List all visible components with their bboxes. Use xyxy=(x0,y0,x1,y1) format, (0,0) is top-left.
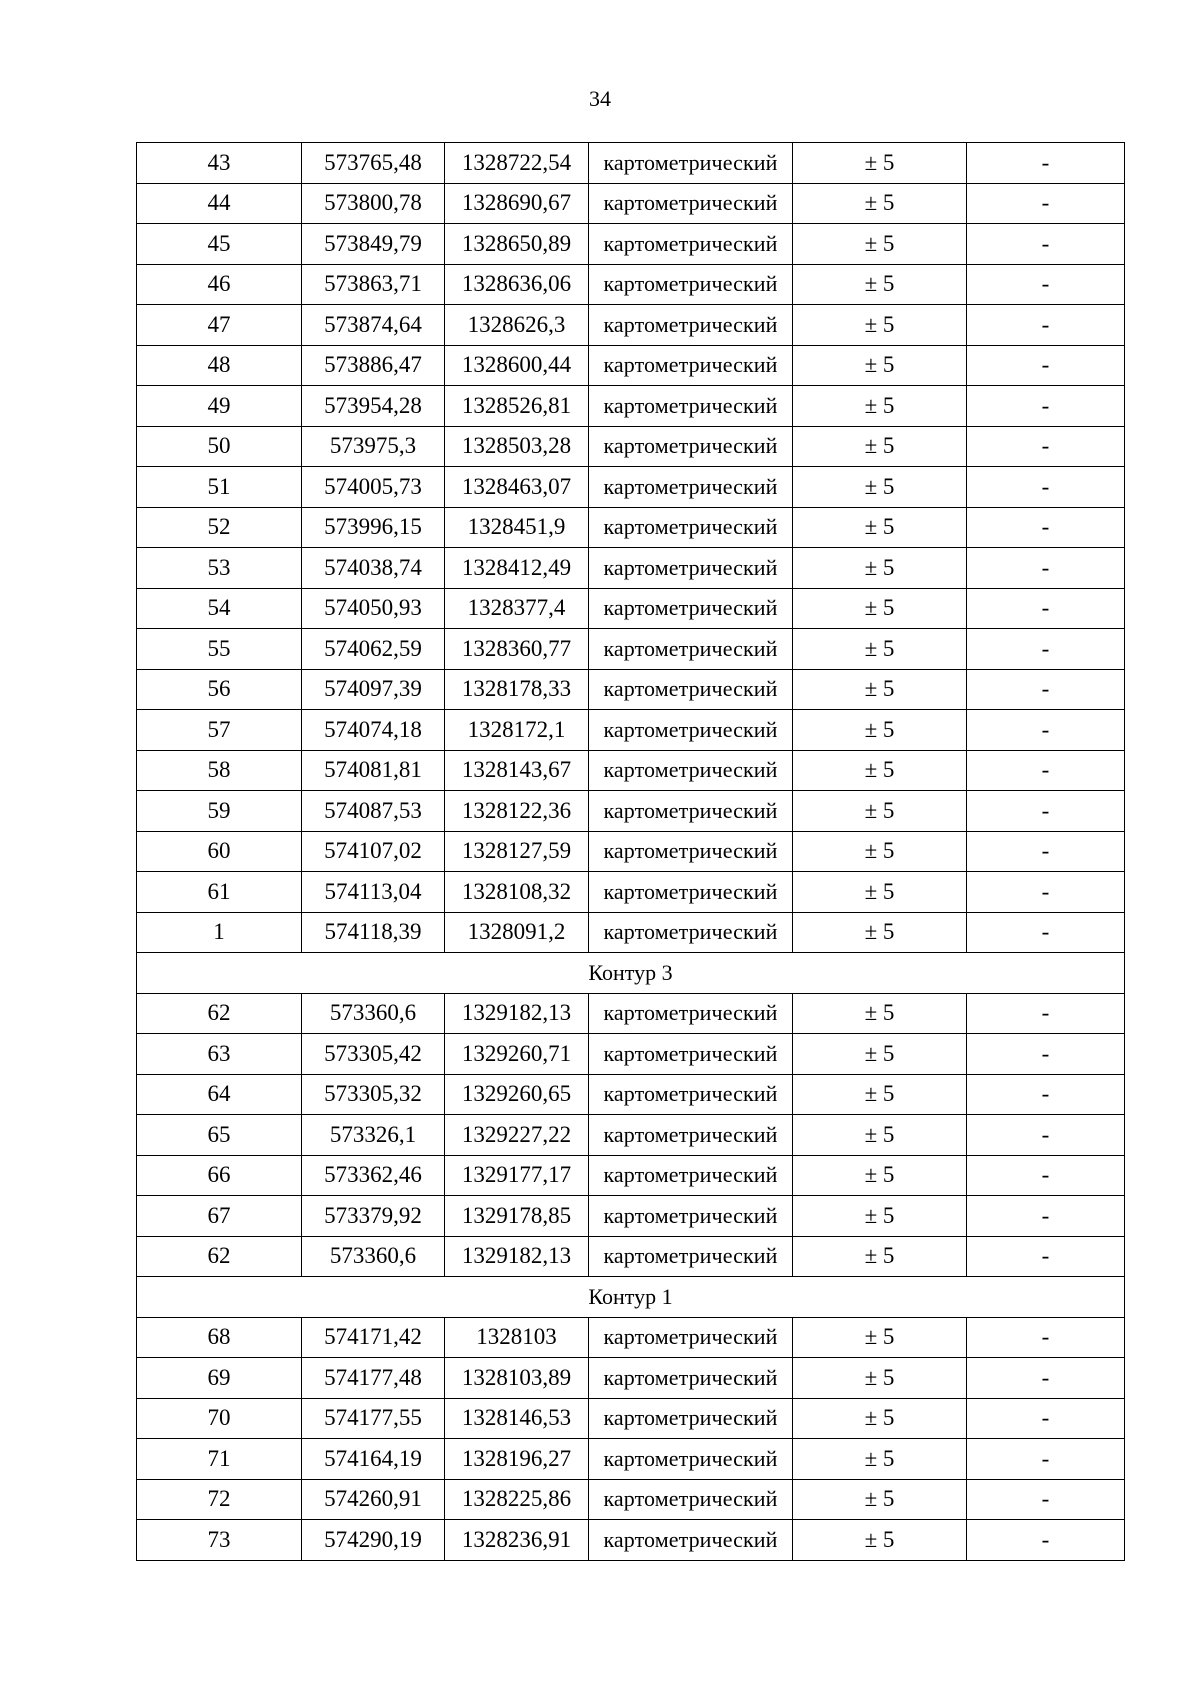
x-coordinate-cell: 574113,04 xyxy=(302,872,445,913)
x-coordinate-cell: 574038,74 xyxy=(302,548,445,589)
accuracy-cell: ± 5 xyxy=(793,872,967,913)
point-number-cell: 1 xyxy=(137,912,302,953)
method-cell: картометрический xyxy=(589,1034,793,1075)
x-coordinate-cell: 573379,92 xyxy=(302,1196,445,1237)
y-coordinate-cell: 1329182,13 xyxy=(445,993,589,1034)
method-cell: картометрический xyxy=(589,305,793,346)
y-coordinate-cell: 1328172,1 xyxy=(445,710,589,751)
y-coordinate-cell: 1328103,89 xyxy=(445,1358,589,1399)
description-cell: - xyxy=(967,831,1125,872)
point-number-cell: 59 xyxy=(137,791,302,832)
point-number-cell: 62 xyxy=(137,993,302,1034)
description-cell: - xyxy=(967,791,1125,832)
y-coordinate-cell: 1329177,17 xyxy=(445,1155,589,1196)
method-cell: картометрический xyxy=(589,872,793,913)
x-coordinate-cell: 573326,1 xyxy=(302,1115,445,1156)
table-row xyxy=(137,345,1125,386)
y-coordinate-cell: 1328626,3 xyxy=(445,305,589,346)
description-cell: - xyxy=(967,224,1125,265)
x-coordinate-cell: 574087,53 xyxy=(302,791,445,832)
accuracy-cell: ± 5 xyxy=(793,750,967,791)
accuracy-cell: ± 5 xyxy=(793,1196,967,1237)
table-row xyxy=(137,1358,1125,1399)
method-cell: картометрический xyxy=(589,669,793,710)
point-number-cell: 53 xyxy=(137,548,302,589)
table-row xyxy=(137,1074,1125,1115)
table-row xyxy=(137,831,1125,872)
accuracy-cell: ± 5 xyxy=(793,1398,967,1439)
method-cell: картометрический xyxy=(589,1317,793,1358)
accuracy-cell: ± 5 xyxy=(793,993,967,1034)
page-number: 34 xyxy=(589,86,611,111)
point-number-cell: 71 xyxy=(137,1439,302,1480)
x-coordinate-cell: 574107,02 xyxy=(302,831,445,872)
table-row xyxy=(137,1520,1125,1561)
accuracy-cell: ± 5 xyxy=(793,1074,967,1115)
x-coordinate-cell: 574164,19 xyxy=(302,1439,445,1480)
method-cell: картометрический xyxy=(589,1520,793,1561)
x-coordinate-cell: 573362,46 xyxy=(302,1155,445,1196)
accuracy-cell: ± 5 xyxy=(793,507,967,548)
method-cell: картометрический xyxy=(589,345,793,386)
y-coordinate-cell: 1328412,49 xyxy=(445,548,589,589)
description-cell: - xyxy=(967,143,1125,184)
section-header-row xyxy=(137,953,1125,994)
x-coordinate-cell: 573886,47 xyxy=(302,345,445,386)
x-coordinate-cell: 574081,81 xyxy=(302,750,445,791)
description-cell: - xyxy=(967,386,1125,427)
y-coordinate-cell: 1328103 xyxy=(445,1317,589,1358)
method-cell: картометрический xyxy=(589,1358,793,1399)
coordinates-table-body xyxy=(137,143,1125,1561)
y-coordinate-cell: 1329227,22 xyxy=(445,1115,589,1156)
description-cell: - xyxy=(967,1196,1125,1237)
table-row xyxy=(137,183,1125,224)
description-cell: - xyxy=(967,669,1125,710)
x-coordinate-cell: 574290,19 xyxy=(302,1520,445,1561)
y-coordinate-cell: 1328636,06 xyxy=(445,264,589,305)
description-cell: - xyxy=(967,1034,1125,1075)
description-cell: - xyxy=(967,1398,1125,1439)
y-coordinate-cell: 1328503,28 xyxy=(445,426,589,467)
table-row xyxy=(137,629,1125,670)
accuracy-cell: ± 5 xyxy=(793,183,967,224)
point-number-cell: 45 xyxy=(137,224,302,265)
y-coordinate-cell: 1329260,65 xyxy=(445,1074,589,1115)
x-coordinate-cell: 573305,42 xyxy=(302,1034,445,1075)
x-coordinate-cell: 573996,15 xyxy=(302,507,445,548)
y-coordinate-cell: 1328127,59 xyxy=(445,831,589,872)
accuracy-cell: ± 5 xyxy=(793,386,967,427)
description-cell: - xyxy=(967,1479,1125,1520)
description-cell: - xyxy=(967,629,1125,670)
method-cell: картометрический xyxy=(589,1115,793,1156)
point-number-cell: 51 xyxy=(137,467,302,508)
table-row xyxy=(137,548,1125,589)
x-coordinate-cell: 573975,3 xyxy=(302,426,445,467)
accuracy-cell: ± 5 xyxy=(793,1115,967,1156)
method-cell: картометрический xyxy=(589,507,793,548)
y-coordinate-cell: 1328178,33 xyxy=(445,669,589,710)
x-coordinate-cell: 574118,39 xyxy=(302,912,445,953)
method-cell: картометрический xyxy=(589,1236,793,1277)
method-cell: картометрический xyxy=(589,386,793,427)
point-number-cell: 57 xyxy=(137,710,302,751)
x-coordinate-cell: 574005,73 xyxy=(302,467,445,508)
description-cell: - xyxy=(967,426,1125,467)
x-coordinate-cell: 573360,6 xyxy=(302,993,445,1034)
description-cell: - xyxy=(967,467,1125,508)
point-number-cell: 43 xyxy=(137,143,302,184)
table-row xyxy=(137,750,1125,791)
y-coordinate-cell: 1328526,81 xyxy=(445,386,589,427)
table-row xyxy=(137,224,1125,265)
description-cell: - xyxy=(967,1439,1125,1480)
x-coordinate-cell: 573874,64 xyxy=(302,305,445,346)
table-row xyxy=(137,1034,1125,1075)
point-number-cell: 72 xyxy=(137,1479,302,1520)
accuracy-cell: ± 5 xyxy=(793,143,967,184)
point-number-cell: 49 xyxy=(137,386,302,427)
y-coordinate-cell: 1328108,32 xyxy=(445,872,589,913)
y-coordinate-cell: 1328690,67 xyxy=(445,183,589,224)
accuracy-cell: ± 5 xyxy=(793,224,967,265)
table-row xyxy=(137,912,1125,953)
accuracy-cell: ± 5 xyxy=(793,791,967,832)
table-row xyxy=(137,588,1125,629)
table-row xyxy=(137,264,1125,305)
table-row xyxy=(137,791,1125,832)
table-row xyxy=(137,305,1125,346)
accuracy-cell: ± 5 xyxy=(793,305,967,346)
table-row xyxy=(137,993,1125,1034)
description-cell: - xyxy=(967,912,1125,953)
description-cell: - xyxy=(967,588,1125,629)
table-row xyxy=(137,467,1125,508)
accuracy-cell: ± 5 xyxy=(793,710,967,751)
y-coordinate-cell: 1329260,71 xyxy=(445,1034,589,1075)
accuracy-cell: ± 5 xyxy=(793,1236,967,1277)
y-coordinate-cell: 1328463,07 xyxy=(445,467,589,508)
method-cell: картометрический xyxy=(589,912,793,953)
method-cell: картометрический xyxy=(589,993,793,1034)
method-cell: картометрический xyxy=(589,548,793,589)
point-number-cell: 48 xyxy=(137,345,302,386)
table-row xyxy=(137,1155,1125,1196)
y-coordinate-cell: 1329178,85 xyxy=(445,1196,589,1237)
x-coordinate-cell: 574177,48 xyxy=(302,1358,445,1399)
table-row xyxy=(137,1398,1125,1439)
point-number-cell: 67 xyxy=(137,1196,302,1237)
table-row xyxy=(137,710,1125,751)
accuracy-cell: ± 5 xyxy=(793,831,967,872)
method-cell: картометрический xyxy=(589,1155,793,1196)
accuracy-cell: ± 5 xyxy=(793,548,967,589)
method-cell: картометрический xyxy=(589,224,793,265)
point-number-cell: 63 xyxy=(137,1034,302,1075)
x-coordinate-cell: 574062,59 xyxy=(302,629,445,670)
table-row xyxy=(137,1115,1125,1156)
accuracy-cell: ± 5 xyxy=(793,1520,967,1561)
x-coordinate-cell: 574171,42 xyxy=(302,1317,445,1358)
section-label: Контур 3 xyxy=(137,953,1125,994)
y-coordinate-cell: 1328377,4 xyxy=(445,588,589,629)
method-cell: картометрический xyxy=(589,831,793,872)
accuracy-cell: ± 5 xyxy=(793,588,967,629)
method-cell: картометрический xyxy=(589,750,793,791)
table-row xyxy=(137,507,1125,548)
point-number-cell: 56 xyxy=(137,669,302,710)
section-label: Контур 1 xyxy=(137,1277,1125,1318)
y-coordinate-cell: 1328451,9 xyxy=(445,507,589,548)
method-cell: картометрический xyxy=(589,467,793,508)
point-number-cell: 61 xyxy=(137,872,302,913)
point-number-cell: 55 xyxy=(137,629,302,670)
accuracy-cell: ± 5 xyxy=(793,1155,967,1196)
y-coordinate-cell: 1328722,54 xyxy=(445,143,589,184)
point-number-cell: 44 xyxy=(137,183,302,224)
method-cell: картометрический xyxy=(589,710,793,751)
accuracy-cell: ± 5 xyxy=(793,345,967,386)
accuracy-cell: ± 5 xyxy=(793,1317,967,1358)
point-number-cell: 47 xyxy=(137,305,302,346)
table-row xyxy=(137,1236,1125,1277)
x-coordinate-cell: 574260,91 xyxy=(302,1479,445,1520)
point-number-cell: 46 xyxy=(137,264,302,305)
description-cell: - xyxy=(967,183,1125,224)
description-cell: - xyxy=(967,710,1125,751)
description-cell: - xyxy=(967,1317,1125,1358)
y-coordinate-cell: 1329182,13 xyxy=(445,1236,589,1277)
accuracy-cell: ± 5 xyxy=(793,467,967,508)
description-cell: - xyxy=(967,750,1125,791)
point-number-cell: 73 xyxy=(137,1520,302,1561)
x-coordinate-cell: 574177,55 xyxy=(302,1398,445,1439)
accuracy-cell: ± 5 xyxy=(793,912,967,953)
table-row xyxy=(137,669,1125,710)
description-cell: - xyxy=(967,1074,1125,1115)
accuracy-cell: ± 5 xyxy=(793,629,967,670)
coordinates-table xyxy=(136,142,1125,1561)
x-coordinate-cell: 573800,78 xyxy=(302,183,445,224)
accuracy-cell: ± 5 xyxy=(793,1479,967,1520)
point-number-cell: 64 xyxy=(137,1074,302,1115)
method-cell: картометрический xyxy=(589,183,793,224)
x-coordinate-cell: 573954,28 xyxy=(302,386,445,427)
table-row xyxy=(137,872,1125,913)
method-cell: картометрический xyxy=(589,1439,793,1480)
description-cell: - xyxy=(967,1520,1125,1561)
description-cell: - xyxy=(967,1115,1125,1156)
x-coordinate-cell: 573765,48 xyxy=(302,143,445,184)
method-cell: картометрический xyxy=(589,791,793,832)
y-coordinate-cell: 1328143,67 xyxy=(445,750,589,791)
description-cell: - xyxy=(967,1155,1125,1196)
method-cell: картометрический xyxy=(589,1398,793,1439)
x-coordinate-cell: 573849,79 xyxy=(302,224,445,265)
point-number-cell: 60 xyxy=(137,831,302,872)
description-cell: - xyxy=(967,548,1125,589)
y-coordinate-cell: 1328225,86 xyxy=(445,1479,589,1520)
x-coordinate-cell: 573863,71 xyxy=(302,264,445,305)
point-number-cell: 66 xyxy=(137,1155,302,1196)
accuracy-cell: ± 5 xyxy=(793,426,967,467)
description-cell: - xyxy=(967,345,1125,386)
accuracy-cell: ± 5 xyxy=(793,264,967,305)
point-number-cell: 70 xyxy=(137,1398,302,1439)
description-cell: - xyxy=(967,1236,1125,1277)
method-cell: картометрический xyxy=(589,264,793,305)
y-coordinate-cell: 1328146,53 xyxy=(445,1398,589,1439)
method-cell: картометрический xyxy=(589,629,793,670)
y-coordinate-cell: 1328122,36 xyxy=(445,791,589,832)
point-number-cell: 54 xyxy=(137,588,302,629)
x-coordinate-cell: 573305,32 xyxy=(302,1074,445,1115)
method-cell: картометрический xyxy=(589,143,793,184)
x-coordinate-cell: 573360,6 xyxy=(302,1236,445,1277)
accuracy-cell: ± 5 xyxy=(793,1034,967,1075)
method-cell: картометрический xyxy=(589,588,793,629)
accuracy-cell: ± 5 xyxy=(793,669,967,710)
section-header-row xyxy=(137,1277,1125,1318)
accuracy-cell: ± 5 xyxy=(793,1358,967,1399)
y-coordinate-cell: 1328196,27 xyxy=(445,1439,589,1480)
description-cell: - xyxy=(967,1358,1125,1399)
method-cell: картометрический xyxy=(589,1479,793,1520)
point-number-cell: 68 xyxy=(137,1317,302,1358)
method-cell: картометрический xyxy=(589,426,793,467)
accuracy-cell: ± 5 xyxy=(793,1439,967,1480)
x-coordinate-cell: 574097,39 xyxy=(302,669,445,710)
y-coordinate-cell: 1328091,2 xyxy=(445,912,589,953)
table-row xyxy=(137,1196,1125,1237)
x-coordinate-cell: 574050,93 xyxy=(302,588,445,629)
table-row xyxy=(137,143,1125,184)
table-row xyxy=(137,1317,1125,1358)
point-number-cell: 58 xyxy=(137,750,302,791)
point-number-cell: 62 xyxy=(137,1236,302,1277)
y-coordinate-cell: 1328360,77 xyxy=(445,629,589,670)
x-coordinate-cell: 574074,18 xyxy=(302,710,445,751)
y-coordinate-cell: 1328236,91 xyxy=(445,1520,589,1561)
description-cell: - xyxy=(967,264,1125,305)
point-number-cell: 65 xyxy=(137,1115,302,1156)
description-cell: - xyxy=(967,305,1125,346)
method-cell: картометрический xyxy=(589,1074,793,1115)
y-coordinate-cell: 1328600,44 xyxy=(445,345,589,386)
point-number-cell: 69 xyxy=(137,1358,302,1399)
description-cell: - xyxy=(967,993,1125,1034)
table-row xyxy=(137,1439,1125,1480)
table-row xyxy=(137,426,1125,467)
description-cell: - xyxy=(967,872,1125,913)
y-coordinate-cell: 1328650,89 xyxy=(445,224,589,265)
method-cell: картометрический xyxy=(589,1196,793,1237)
table-row xyxy=(137,386,1125,427)
table-row xyxy=(137,1479,1125,1520)
point-number-cell: 52 xyxy=(137,507,302,548)
point-number-cell: 50 xyxy=(137,426,302,467)
description-cell: - xyxy=(967,507,1125,548)
